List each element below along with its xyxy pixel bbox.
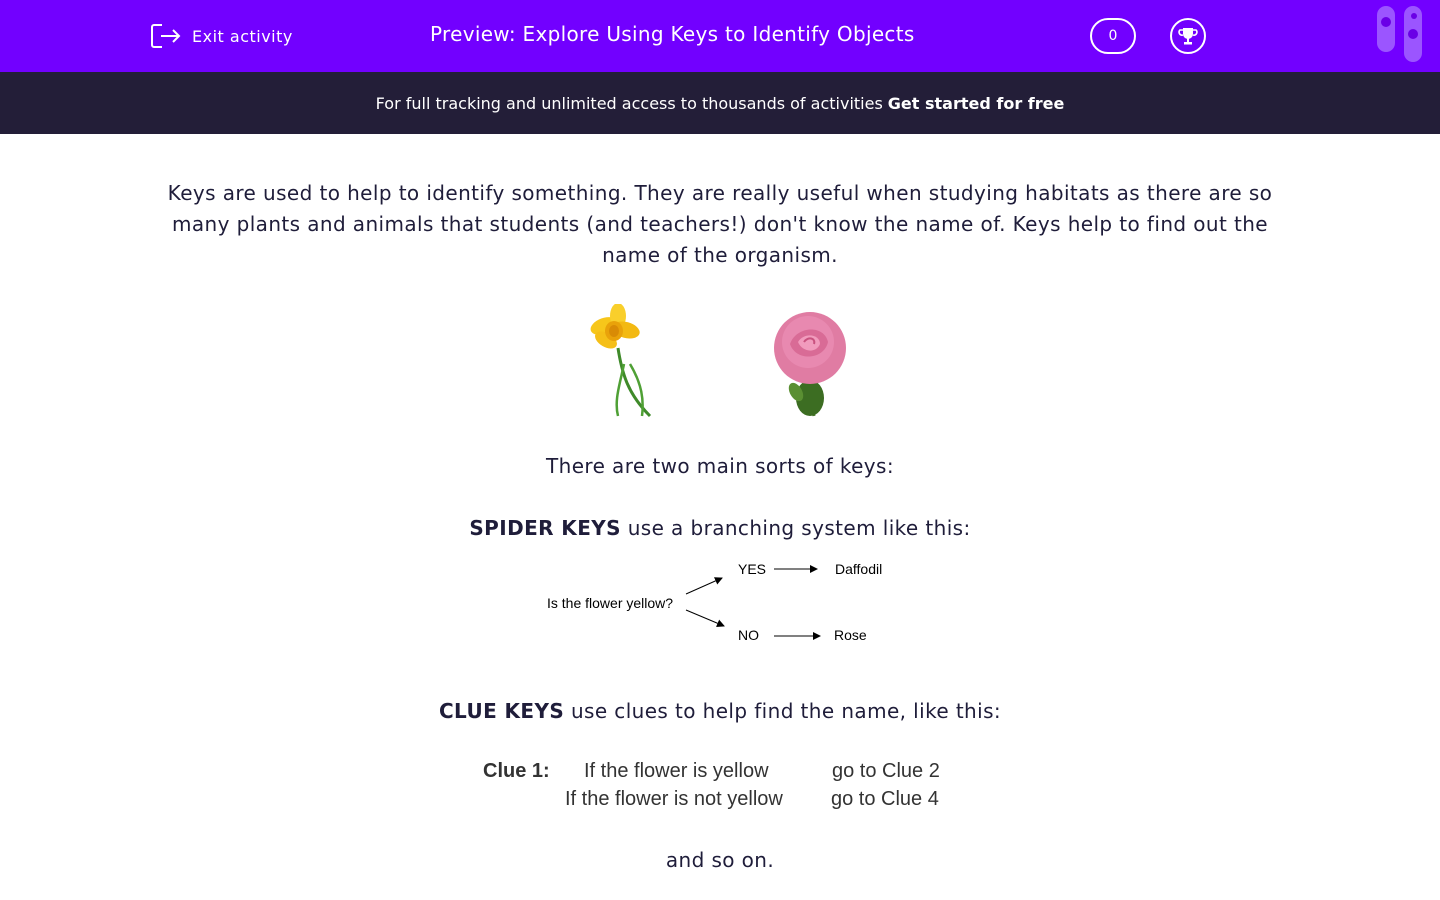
exit-activity-button[interactable]: [150, 20, 293, 52]
exit-label: Exit activity: [192, 26, 293, 46]
spider-question: Is the flower yellow?: [547, 595, 674, 611]
spider-key-diagram: [540, 554, 900, 654]
two-sorts-text: There are two main sorts of keys:: [546, 454, 894, 478]
clue-1-condition-not-yellow: If the flower is not yellow: [565, 788, 783, 810]
arrow-to-yes: [686, 578, 722, 594]
clue-1-condition-yellow: If the flower is yellow: [584, 760, 769, 782]
get-started-link[interactable]: Get started for free: [887, 93, 1065, 113]
spider-keys-text: use a branching system like this:: [627, 516, 971, 540]
trophy-button[interactable]: [1170, 18, 1206, 54]
clue-1-label: Clue 1:: [483, 760, 550, 782]
clue-1-action-yellow: go to Clue 2: [832, 760, 940, 782]
upgrade-banner: [0, 72, 1440, 134]
clue-keys-text: use clues to help find the name, like this:: [570, 699, 1002, 723]
spider-keys-line: [0, 516, 1440, 540]
page-title: Preview: Explore Using Keys to Identify Objects: [430, 22, 915, 46]
clue-1-action-not-yellow: go to Clue 4: [831, 788, 939, 810]
spider-no: NO: [738, 627, 759, 643]
trophy-icon: [1177, 25, 1199, 47]
exit-icon: [150, 22, 182, 50]
top-bar: [0, 0, 1440, 72]
spider-yes: YES: [738, 561, 767, 577]
score-badge: 0: [1090, 18, 1136, 54]
closing-text: and so on.: [665, 848, 775, 872]
clue-keys-heading: CLUE KEYS: [438, 699, 565, 723]
daffodil-image: [584, 304, 660, 418]
arrow-to-no: [686, 610, 724, 626]
spider-no-result: Rose: [834, 627, 867, 643]
clue-keys-line: [0, 699, 1440, 723]
rose-image: [766, 306, 856, 418]
banner-text: For full tracking and unlimited access to thousands of activities: [375, 93, 883, 113]
intro-paragraph: Keys are used to help to identify something. They are really useful when studying habitats as there are so many plants and animals that students (and teachers!) don't know the name of. Keys help to find out the name of the organism.: [167, 181, 1273, 267]
spider-yes-result: Daffodil: [835, 561, 883, 577]
spider-keys-heading: SPIDER KEYS: [469, 516, 621, 540]
test-tubes-logo: [1376, 6, 1424, 64]
